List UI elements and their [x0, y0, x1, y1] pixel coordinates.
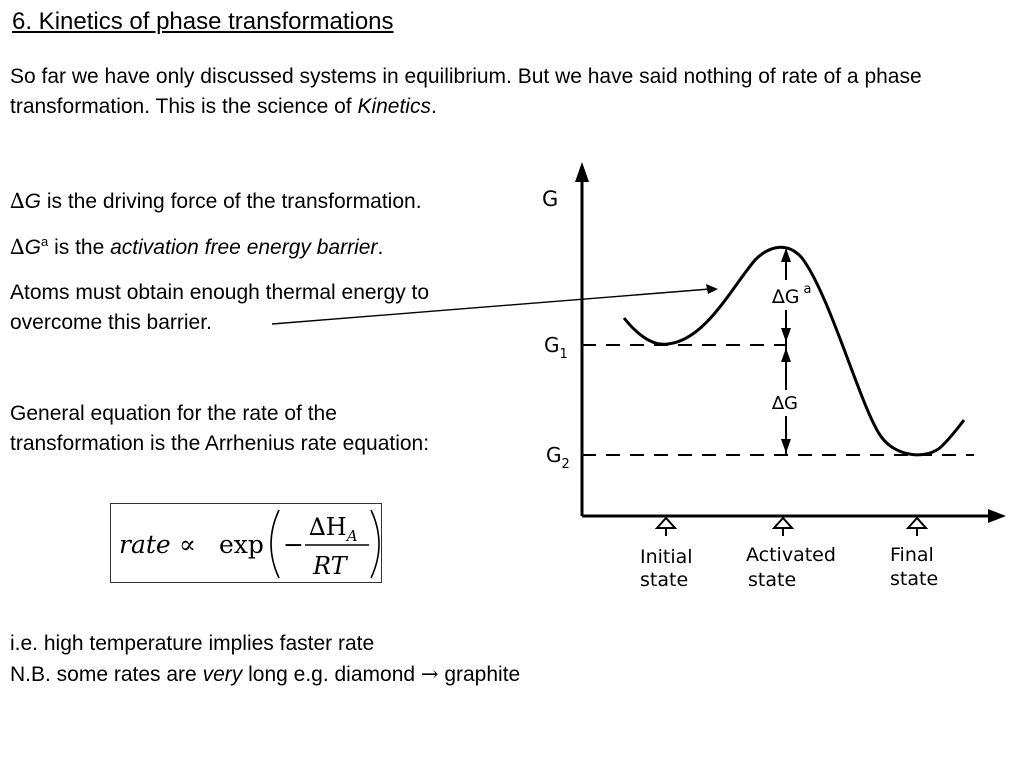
- delta-symbol: ∆: [10, 189, 25, 213]
- state-label-initial: Initial: [640, 546, 693, 568]
- activation-text: is the: [48, 236, 111, 259]
- intro-text: So far we have only discussed systems in equilibrium. But we have said nothing of rate of a phase transformation. This is the science of: [10, 65, 922, 118]
- y-axis-label: G: [542, 187, 559, 211]
- nb-text: N.B. some rates are: [10, 663, 203, 686]
- eq-numerator: $\Delta H_A$: [309, 513, 358, 545]
- state-label-activated: Activated: [746, 544, 836, 566]
- activation-term: activation free energy barrier: [110, 236, 378, 259]
- general-equation-paragraph: General equation for the rate of the transformation is the Arrhenius rate equation:: [10, 402, 430, 455]
- slide-title: 6. Kinetics of phase transformations: [12, 8, 394, 35]
- dg-down-arrowhead: [781, 439, 791, 453]
- atoms-text-line-2: overcome this barrier.: [10, 311, 212, 334]
- high-temperature-line: i.e. high temperature implies faster rate: [10, 632, 375, 655]
- dga-down-arrowhead: [781, 328, 791, 342]
- nb-text-2: long e.g. diamond: [242, 663, 421, 686]
- state-sublabel-initial: state: [640, 569, 689, 591]
- x-axis-arrowhead: [988, 509, 1006, 523]
- arrow-symbol: →: [420, 662, 439, 686]
- intro-end: .: [430, 95, 437, 118]
- nb-text-3: graphite: [438, 663, 521, 686]
- free-energy-diagram: [530, 160, 1010, 600]
- superscript-a: a: [41, 234, 49, 249]
- dg-label: ∆G: [772, 393, 798, 414]
- eq-proportional: ∝: [179, 530, 196, 559]
- activated-state-marker: [774, 518, 792, 536]
- eq-exp: exp: [219, 530, 264, 559]
- state-sublabel-activated: state: [748, 569, 797, 591]
- dg-up-arrowhead: [781, 348, 791, 362]
- energy-curve: [624, 247, 964, 455]
- eq-rate: rate: [119, 530, 171, 559]
- eq-minus: −: [283, 530, 304, 559]
- initial-state-marker: [657, 518, 675, 536]
- g-variable: G: [24, 190, 42, 213]
- intro-kinetics-term: Kinetics: [357, 95, 431, 118]
- g2-label: $G_2$: [546, 443, 570, 472]
- delta-symbol: ∆: [10, 235, 25, 259]
- g1-label: $G_1$: [544, 333, 568, 362]
- dga-label: ∆G $^a$: [772, 282, 812, 308]
- state-label-final: Final: [890, 544, 934, 566]
- final-state-marker: [908, 518, 926, 536]
- g-variable: G: [24, 236, 42, 259]
- driving-force-text: is the driving force of the transformation.: [41, 190, 422, 213]
- nb-very: very: [202, 663, 243, 686]
- y-axis-arrowhead: [575, 162, 589, 182]
- state-sublabel-final: state: [890, 568, 939, 590]
- eq-denominator: RT: [313, 552, 347, 580]
- atoms-text-line-1: Atoms must obtain enough thermal energy to: [10, 281, 430, 304]
- activation-end: .: [377, 236, 384, 259]
